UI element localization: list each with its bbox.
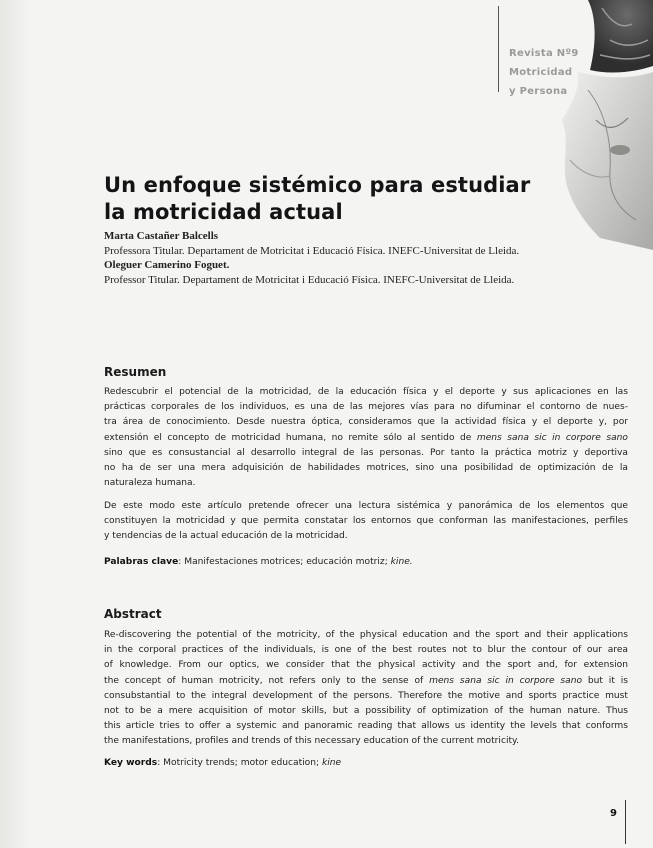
text-line: constituyen la motricidad y que permita constatar los entornos que conforman las manifestaciones, perfiles <box>104 516 628 527</box>
text-line <box>104 431 628 446</box>
text-line: consubstantial to the integral development of the persons. Therefore the motive and sports practice must <box>104 690 628 701</box>
text-line: tra área de conocimiento. Desde nuestra óptica, consideramos que la actividad física y el deporte y, por <box>104 417 628 428</box>
text-line: sino que es consustancial al desarrollo integral de las personas. Por tanto la práctica motriz y deportiva <box>104 447 628 458</box>
text-line <box>104 674 628 689</box>
resumen-heading: Resumen <box>104 365 167 379</box>
title-line: la motricidad actual <box>104 200 343 224</box>
text-segment: the concept of human motricity, not refers only to the sense of <box>104 675 430 686</box>
text-line: in the corporal practices of the individuals, is one of the best routes not to blur the contour of our area <box>104 645 628 656</box>
text-segment: extensión el concepto de motricidad humana, no remite sólo al sentido de <box>104 432 477 443</box>
title-line: Un enfoque sistémico para estudiar <box>104 173 531 197</box>
journal-line: Motricidad <box>509 67 573 78</box>
text-line: no ha de ser una mera adquisición de habilidades motrices, sino una posibilidad de optimización de la <box>104 463 628 474</box>
author-affiliation: Professor Titular. Departament de Motricitat i Educació Física. INEFC-Universitat de Lleida. <box>104 273 515 286</box>
text-line: not to be a mere acquisition of motor skills, but a possibility of optimization of the human nature. Thus <box>104 706 628 717</box>
text-line: naturaleza humana. <box>104 478 196 489</box>
journal-line: y Persona <box>509 86 568 97</box>
keywords-label: Key words <box>104 758 158 768</box>
resumen-paragraph-2 <box>104 499 628 545</box>
keywords-italic: kine. <box>390 557 413 567</box>
header-photo <box>540 0 653 250</box>
text-line: De este modo este artículo pretende ofrecer una lectura sistémica y panorámica de los elementos que <box>104 501 628 511</box>
page-edge-shadow <box>0 0 30 848</box>
abstract-paragraph <box>104 628 628 750</box>
header-divider <box>498 6 499 92</box>
article-title <box>104 172 530 226</box>
author-block <box>104 229 519 287</box>
palabras-clave <box>104 557 413 567</box>
text-line: the manifestations, profiles and trends of this necessary education of the current motricity. <box>104 736 520 747</box>
text-line: Redescubrir el potencial de la motricidad, de la educación física y el deporte y sus aplicaciones en las <box>104 387 628 397</box>
author-name: Marta Castañer Balcells <box>104 230 219 242</box>
text-line: this article tries to offer a systemic and panoramic reading that allows us identity the levels that conforms <box>104 721 628 732</box>
keywords-text: : Motricity trends; motor education; <box>157 758 322 768</box>
text-line: of knowledge. From our optics, we consider that the physical activity and the sport and, for extension <box>104 660 628 671</box>
author-affiliation: Professora Titular. Departament de Motricitat i Educació Física. INEFC-Universitat de Lleida. <box>104 244 520 257</box>
keywords-text: : Manifestaciones motrices; educación motriz; <box>178 557 391 567</box>
latin-phrase: mens sana sic in corpore sano <box>476 432 628 443</box>
keywords-label: Palabras clave <box>104 557 179 567</box>
text-line: Re-discovering the potential of the motricity, of the physical education and the sport and their applications <box>104 630 628 640</box>
text-line: y tendencias de la actual educación de la motricidad. <box>104 531 348 542</box>
footer-divider <box>625 800 626 844</box>
keywords-italic: kine <box>321 758 342 768</box>
abstract-heading: Abstract <box>104 607 162 621</box>
author-name: Oleguer Camerino Foguet. <box>104 259 230 271</box>
resumen-paragraph-1 <box>104 385 628 491</box>
key-words <box>104 758 341 768</box>
latin-phrase: mens sana sic in corpore sano <box>429 675 583 686</box>
text-line: prácticas corporales de los individuos, es una de las mejores vías para no difuminar el contorno de nues- <box>104 402 628 413</box>
page-number: 9 <box>610 808 617 819</box>
journal-line: Revista Nº9 <box>509 48 579 59</box>
text-segment: but it is <box>582 675 628 686</box>
